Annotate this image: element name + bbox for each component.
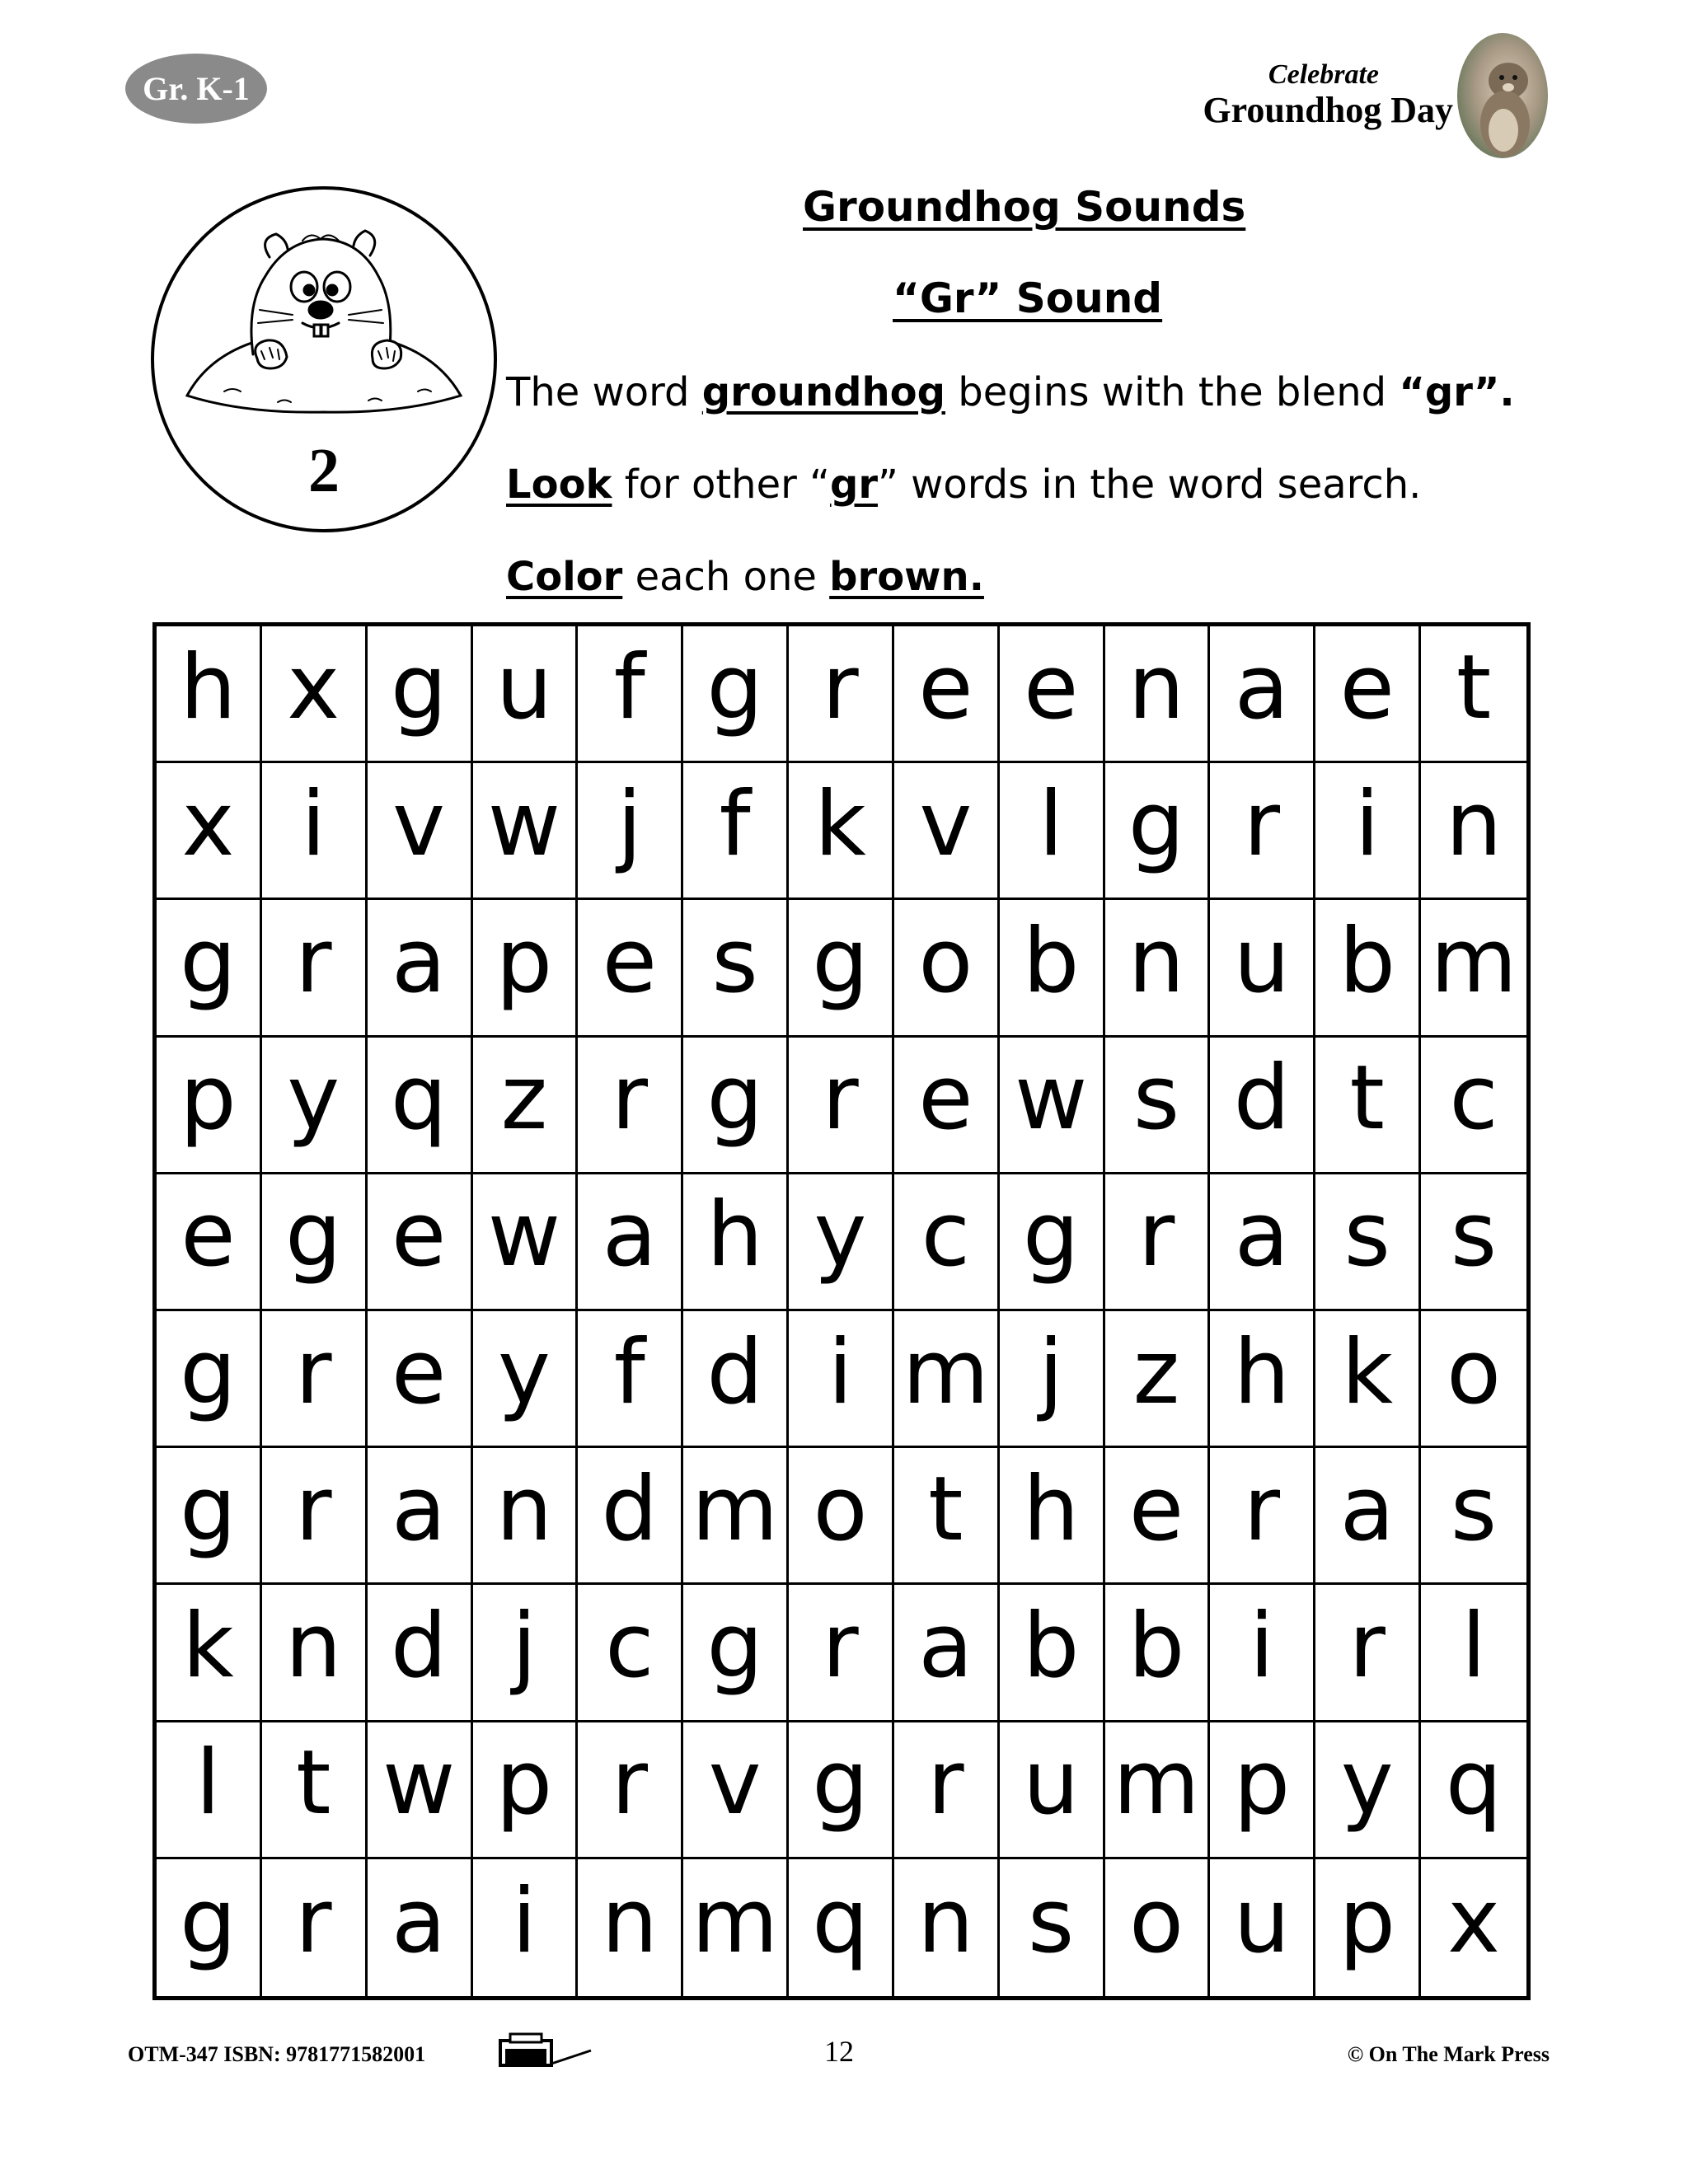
- grid-cell[interactable]: r: [789, 626, 894, 763]
- grid-cell[interactable]: a: [368, 900, 473, 1037]
- grid-cell[interactable]: e: [1105, 1448, 1211, 1585]
- grid-cell[interactable]: m: [1105, 1722, 1211, 1859]
- grid-cell[interactable]: l: [157, 1722, 262, 1859]
- grid-cell[interactable]: h: [1000, 1448, 1105, 1585]
- grid-cell[interactable]: r: [1210, 1448, 1315, 1585]
- grid-cell[interactable]: n: [1105, 900, 1211, 1037]
- grid-cell[interactable]: r: [578, 1038, 683, 1174]
- grid-cell[interactable]: r: [262, 1311, 368, 1448]
- grid-cell[interactable]: e: [894, 1038, 1000, 1174]
- grid-cell[interactable]: h: [1210, 1311, 1315, 1448]
- grid-cell[interactable]: l: [1000, 763, 1105, 900]
- grid-cell[interactable]: g: [157, 1311, 262, 1448]
- grid-cell[interactable]: y: [789, 1174, 894, 1311]
- grid-cell[interactable]: a: [1210, 626, 1315, 763]
- grid-cell[interactable]: b: [1000, 900, 1105, 1037]
- word-search-grid: [152, 622, 1531, 2000]
- grid-cell[interactable]: u: [1210, 1859, 1315, 1996]
- grid-cell[interactable]: n: [1421, 763, 1526, 900]
- grid-cell[interactable]: b: [1105, 1585, 1211, 1722]
- grid-cell[interactable]: j: [473, 1585, 579, 1722]
- grid-cell[interactable]: a: [894, 1585, 1000, 1722]
- grid-cell[interactable]: u: [473, 626, 579, 763]
- grid-cell[interactable]: a: [1315, 1448, 1421, 1585]
- instruction-text: The word: [506, 369, 702, 415]
- lesson-number: 2: [308, 436, 340, 505]
- grid-cell[interactable]: x: [262, 626, 368, 763]
- verb-color: Color: [506, 554, 623, 600]
- grid-cell[interactable]: t: [1315, 1038, 1421, 1174]
- grid-cell[interactable]: q: [368, 1038, 473, 1174]
- grid-cell[interactable]: k: [789, 763, 894, 900]
- grid-cell[interactable]: g: [789, 1722, 894, 1859]
- color-brown: brown.: [829, 554, 984, 600]
- grid-cell[interactable]: y: [262, 1038, 368, 1174]
- grid-cell[interactable]: p: [1315, 1859, 1421, 1996]
- instruction-text: each one: [622, 554, 830, 600]
- grid-cell[interactable]: o: [1105, 1859, 1211, 1996]
- grade-badge: [125, 54, 267, 124]
- footer-copyright: © On The Mark Press: [1347, 2042, 1550, 2066]
- grid-cell[interactable]: n: [262, 1585, 368, 1722]
- grid-cell[interactable]: s: [1000, 1859, 1105, 1996]
- grid-cell[interactable]: t: [1421, 626, 1526, 763]
- grid-cell[interactable]: e: [894, 626, 1000, 763]
- grid-cell[interactable]: r: [1315, 1585, 1421, 1722]
- grid-cell[interactable]: q: [789, 1859, 894, 1996]
- grid-cell[interactable]: r: [1210, 763, 1315, 900]
- grid-cell[interactable]: g: [683, 1038, 789, 1174]
- grid-cell[interactable]: x: [1447, 1869, 1501, 1973]
- grid-cell[interactable]: c: [578, 1585, 683, 1722]
- grid-cell[interactable]: p: [473, 900, 579, 1037]
- grid-cell[interactable]: u: [1000, 1722, 1105, 1859]
- grid-cell[interactable]: n: [473, 1448, 579, 1585]
- grid-cell[interactable]: o: [1421, 1311, 1526, 1448]
- grid-cell[interactable]: u: [1210, 900, 1315, 1037]
- grid-cell[interactable]: m: [683, 1448, 789, 1585]
- grid-cell[interactable]: m: [894, 1311, 1000, 1448]
- grid-cell[interactable]: j: [578, 763, 683, 900]
- grid-cell[interactable]: f: [683, 763, 789, 900]
- grid-cell[interactable]: i: [1315, 763, 1421, 900]
- grid-cell[interactable]: h: [683, 1174, 789, 1311]
- grid-cell[interactable]: a: [1210, 1174, 1315, 1311]
- series-title: Groundhog Day: [1203, 90, 1453, 130]
- grid-cell[interactable]: r: [1105, 1174, 1211, 1311]
- instruction-period: .: [1499, 369, 1515, 415]
- grid-cell[interactable]: a: [578, 1174, 683, 1311]
- grid-cell[interactable]: p: [157, 1038, 262, 1174]
- blend-gr: “gr”: [1399, 369, 1500, 415]
- grid-cell[interactable]: r: [262, 1448, 368, 1585]
- grid-cell[interactable]: l: [1421, 1585, 1526, 1722]
- grid-cell[interactable]: i: [1210, 1585, 1315, 1722]
- grid-cell[interactable]: g: [683, 1585, 789, 1722]
- grid-cell[interactable]: p: [473, 1722, 579, 1859]
- grid-cell[interactable]: r: [262, 1859, 368, 1996]
- instruction-text: begins with the blend: [945, 369, 1400, 415]
- grid-cell[interactable]: k: [157, 1585, 262, 1722]
- grid-cell[interactable]: c: [1421, 1038, 1526, 1174]
- grid-cell[interactable]: g: [157, 900, 262, 1037]
- grid-cell[interactable]: f: [578, 1311, 683, 1448]
- grid-cell[interactable]: w: [368, 1722, 473, 1859]
- grade-label: Gr. K-1: [143, 70, 250, 107]
- keyword-groundhog: groundhog: [701, 369, 945, 415]
- grid-cell[interactable]: a: [368, 1859, 473, 1996]
- grid-cell[interactable]: v: [894, 763, 1000, 900]
- grid-cell[interactable]: b: [1000, 1585, 1105, 1722]
- verb-look: Look: [506, 462, 612, 508]
- grid-cell[interactable]: i: [789, 1311, 894, 1448]
- grid-cell[interactable]: g: [157, 1448, 262, 1585]
- grid-cell[interactable]: e: [1315, 626, 1421, 763]
- grid-cell[interactable]: o: [789, 1448, 894, 1585]
- grid-cell[interactable]: t: [262, 1722, 368, 1859]
- grid-cell[interactable]: g: [157, 1859, 262, 1996]
- grid-cell[interactable]: w: [1000, 1038, 1105, 1174]
- grid-cell[interactable]: s: [1421, 1174, 1526, 1311]
- grid-cell[interactable]: w: [473, 763, 579, 900]
- instruction-line-1: [506, 369, 1515, 415]
- grid-cell[interactable]: r: [262, 900, 368, 1037]
- grid-cell[interactable]: o: [894, 900, 1000, 1037]
- grid-cell[interactable]: w: [473, 1174, 579, 1311]
- grid-cell[interactable]: s: [1421, 1448, 1526, 1585]
- grid-cell[interactable]: y: [473, 1311, 579, 1448]
- grid-cell[interactable]: e: [1000, 626, 1105, 763]
- grid-cell[interactable]: p: [1210, 1722, 1315, 1859]
- grid-cell[interactable]: y: [1315, 1722, 1421, 1859]
- grid-cell[interactable]: g: [1105, 763, 1211, 900]
- grid-cell[interactable]: n: [578, 1859, 683, 1996]
- groundhog-photo: [1457, 33, 1548, 158]
- grid-cell[interactable]: n: [894, 1859, 1000, 1996]
- grid-cell[interactable]: m: [1421, 900, 1526, 1037]
- grid-cell[interactable]: v: [683, 1722, 789, 1859]
- grid-cell[interactable]: s: [1105, 1038, 1211, 1174]
- grid-cell[interactable]: g: [1000, 1174, 1105, 1311]
- page-number: 12: [824, 2035, 854, 2068]
- grid-cell[interactable]: q: [1421, 1722, 1526, 1859]
- grid-cell[interactable]: d: [578, 1448, 683, 1585]
- grid-cell[interactable]: m: [683, 1859, 789, 1996]
- grid-cell[interactable]: n: [1105, 626, 1211, 763]
- computer-icon: [499, 2031, 598, 2073]
- grid-cell[interactable]: r: [578, 1722, 683, 1859]
- grid-cell[interactable]: t: [894, 1448, 1000, 1585]
- grid-cell[interactable]: i: [262, 763, 368, 900]
- grid-cell[interactable]: e: [157, 1174, 262, 1311]
- grid-cell[interactable]: e: [578, 900, 683, 1037]
- grid-cell[interactable]: j: [1000, 1311, 1105, 1448]
- grid-cell[interactable]: d: [1210, 1038, 1315, 1174]
- grid-cell[interactable]: r: [789, 1585, 894, 1722]
- instruction-text: ” words in the word search.: [878, 462, 1422, 508]
- page-title: Groundhog Sounds: [803, 183, 1246, 231]
- grid-cell[interactable]: g: [789, 900, 894, 1037]
- grid-cell[interactable]: a: [368, 1448, 473, 1585]
- grid-cell[interactable]: d: [368, 1585, 473, 1722]
- grid-cell[interactable]: z: [1105, 1311, 1211, 1448]
- grid-cell[interactable]: g: [368, 626, 473, 763]
- page-subtitle: “Gr” Sound: [893, 274, 1163, 322]
- grid-cell[interactable]: d: [683, 1311, 789, 1448]
- grid-cell[interactable]: f: [578, 626, 683, 763]
- blend-gr: gr: [829, 462, 879, 508]
- grid-cell[interactable]: s: [683, 900, 789, 1037]
- grid-cell[interactable]: s: [1315, 1174, 1421, 1311]
- grid-cell[interactable]: g: [262, 1174, 368, 1311]
- instruction-line-2: [506, 462, 1421, 508]
- instruction-text: for other “: [612, 462, 830, 508]
- footer-isbn: OTM-347 ISBN: 9781771582001: [128, 2042, 426, 2066]
- series-label: Celebrate: [1268, 59, 1379, 90]
- grid-cell[interactable]: g: [683, 626, 789, 763]
- grid-cell[interactable]: c: [894, 1174, 1000, 1311]
- grid-cell[interactable]: k: [1315, 1311, 1421, 1448]
- grid-cell[interactable]: v: [368, 763, 473, 900]
- instruction-line-3: [506, 554, 984, 600]
- grid-cell[interactable]: b: [1315, 900, 1421, 1037]
- grid-cell[interactable]: r: [894, 1722, 1000, 1859]
- grid-cell[interactable]: r: [789, 1038, 894, 1174]
- grid-cell[interactable]: h: [157, 626, 262, 763]
- grid-cell[interactable]: e: [368, 1311, 473, 1448]
- groundhog-photo-icon: [1457, 33, 1548, 158]
- grid-cell[interactable]: e: [368, 1174, 473, 1311]
- grid-cell[interactable]: i: [473, 1859, 579, 1996]
- grid-cell[interactable]: z: [473, 1038, 579, 1174]
- grid-cell[interactable]: x: [157, 763, 262, 900]
